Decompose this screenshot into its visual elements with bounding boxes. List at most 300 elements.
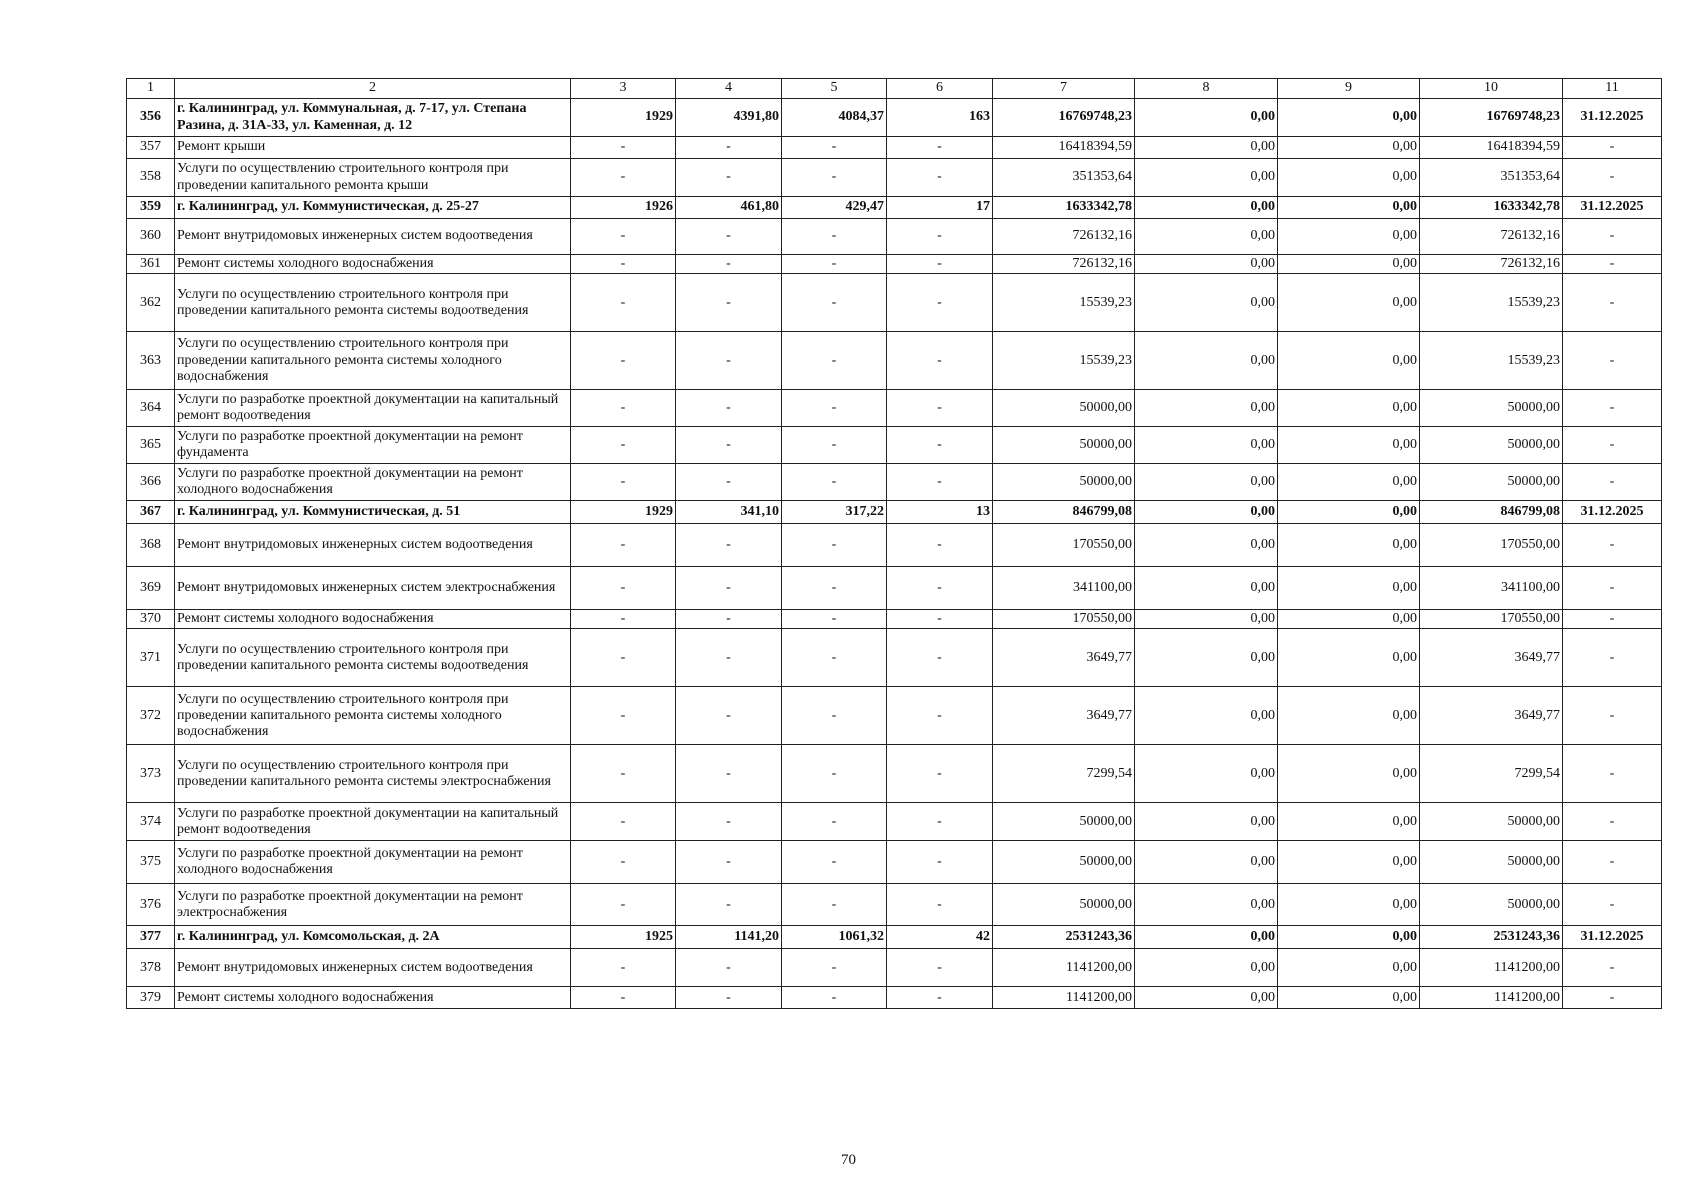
work-description-cell: г. Калининград, ул. Коммунальная, д. 7-17, ул. Степана Разина, д. 31А-33, ул. Каменная, д. 12 <box>175 99 571 137</box>
total-cost-cell: 7299,54 <box>993 745 1135 803</box>
other-cost-cell: 0,00 <box>1278 610 1420 629</box>
row-number-cell: 372 <box>127 687 175 745</box>
fund-cost-cell: 0,00 <box>1135 197 1278 219</box>
fund-cost-cell: 0,00 <box>1135 926 1278 949</box>
column-header: 6 <box>887 79 993 99</box>
total-cost-cell: 15539,23 <box>993 274 1135 332</box>
build-year-cell: - <box>571 745 676 803</box>
owners-cost-cell: 50000,00 <box>1420 884 1563 926</box>
row-number-cell: 373 <box>127 745 175 803</box>
total-cost-cell: 3649,77 <box>993 629 1135 687</box>
deadline-cell: - <box>1563 745 1662 803</box>
work-description-cell: Услуги по разработке проектной документации на ремонт электроснабжения <box>175 884 571 926</box>
column-header: 5 <box>782 79 887 99</box>
work-description-cell: г. Калининград, ул. Коммунистическая, д. 25-27 <box>175 197 571 219</box>
fund-cost-cell: 0,00 <box>1135 629 1278 687</box>
row-number-cell: 356 <box>127 99 175 137</box>
work-description-cell: Ремонт системы холодного водоснабжения <box>175 255 571 274</box>
work-description-cell: Ремонт крыши <box>175 137 571 159</box>
residents-count-cell: - <box>887 987 993 1009</box>
residential-area-cell: - <box>782 137 887 159</box>
table-row <box>127 687 1662 745</box>
residents-count-cell: - <box>887 159 993 197</box>
owners-cost-cell: 3649,77 <box>1420 687 1563 745</box>
fund-cost-cell: 0,00 <box>1135 99 1278 137</box>
total-cost-cell: 170550,00 <box>993 610 1135 629</box>
fund-cost-cell: 0,00 <box>1135 255 1278 274</box>
other-cost-cell: 0,00 <box>1278 841 1420 884</box>
residents-count-cell: - <box>887 464 993 501</box>
build-year-cell: - <box>571 949 676 987</box>
other-cost-cell: 0,00 <box>1278 390 1420 427</box>
owners-cost-cell: 341100,00 <box>1420 567 1563 610</box>
other-cost-cell: 0,00 <box>1278 197 1420 219</box>
total-cost-cell: 16418394,59 <box>993 137 1135 159</box>
fund-cost-cell: 0,00 <box>1135 610 1278 629</box>
build-year-cell: - <box>571 687 676 745</box>
total-area-cell: - <box>676 687 782 745</box>
total-cost-cell: 50000,00 <box>993 884 1135 926</box>
deadline-cell: 31.12.2025 <box>1563 501 1662 524</box>
fund-cost-cell: 0,00 <box>1135 949 1278 987</box>
build-year-cell: - <box>571 567 676 610</box>
build-year-cell: - <box>571 629 676 687</box>
total-cost-cell: 50000,00 <box>993 464 1135 501</box>
fund-cost-cell: 0,00 <box>1135 390 1278 427</box>
table-row <box>127 255 1662 274</box>
residential-area-cell: - <box>782 610 887 629</box>
deadline-cell: - <box>1563 332 1662 390</box>
build-year-cell: 1926 <box>571 197 676 219</box>
deadline-cell: - <box>1563 841 1662 884</box>
residents-count-cell: - <box>887 949 993 987</box>
owners-cost-cell: 50000,00 <box>1420 427 1563 464</box>
deadline-cell: - <box>1563 567 1662 610</box>
total-cost-cell: 1633342,78 <box>993 197 1135 219</box>
residents-count-cell: - <box>887 884 993 926</box>
residents-count-cell: - <box>887 567 993 610</box>
fund-cost-cell: 0,00 <box>1135 524 1278 567</box>
row-number-cell: 360 <box>127 219 175 255</box>
row-number-cell: 374 <box>127 803 175 841</box>
total-cost-cell: 351353,64 <box>993 159 1135 197</box>
column-header: 8 <box>1135 79 1278 99</box>
owners-cost-cell: 50000,00 <box>1420 464 1563 501</box>
table-row <box>127 567 1662 610</box>
table-row <box>127 137 1662 159</box>
owners-cost-cell: 726132,16 <box>1420 219 1563 255</box>
total-area-cell: - <box>676 137 782 159</box>
work-description-cell: Услуги по осуществлению строительного контроля при проведении капитального ремонта системы холодного водоснабжения <box>175 332 571 390</box>
build-year-cell: - <box>571 524 676 567</box>
other-cost-cell: 0,00 <box>1278 427 1420 464</box>
deadline-cell: 31.12.2025 <box>1563 99 1662 137</box>
residential-area-cell: - <box>782 274 887 332</box>
table-row <box>127 884 1662 926</box>
total-cost-cell: 50000,00 <box>993 390 1135 427</box>
table-row <box>127 99 1662 137</box>
build-year-cell: - <box>571 610 676 629</box>
total-area-cell: - <box>676 255 782 274</box>
table-row <box>127 803 1662 841</box>
table-row <box>127 274 1662 332</box>
total-area-cell: - <box>676 745 782 803</box>
build-year-cell: - <box>571 884 676 926</box>
fund-cost-cell: 0,00 <box>1135 427 1278 464</box>
fund-cost-cell: 0,00 <box>1135 884 1278 926</box>
row-number-cell: 376 <box>127 884 175 926</box>
residential-area-cell: - <box>782 745 887 803</box>
fund-cost-cell: 0,00 <box>1135 137 1278 159</box>
residents-count-cell: - <box>887 803 993 841</box>
build-year-cell: - <box>571 841 676 884</box>
other-cost-cell: 0,00 <box>1278 567 1420 610</box>
build-year-cell: - <box>571 803 676 841</box>
residential-area-cell: - <box>782 629 887 687</box>
total-area-cell: - <box>676 219 782 255</box>
other-cost-cell: 0,00 <box>1278 332 1420 390</box>
deadline-cell: 31.12.2025 <box>1563 197 1662 219</box>
total-cost-cell: 170550,00 <box>993 524 1135 567</box>
fund-cost-cell: 0,00 <box>1135 159 1278 197</box>
fund-cost-cell: 0,00 <box>1135 332 1278 390</box>
table-row <box>127 610 1662 629</box>
fund-cost-cell: 0,00 <box>1135 987 1278 1009</box>
fund-cost-cell: 0,00 <box>1135 464 1278 501</box>
page-number: 70 <box>841 1152 856 1168</box>
row-number-cell: 358 <box>127 159 175 197</box>
build-year-cell: 1929 <box>571 99 676 137</box>
owners-cost-cell: 726132,16 <box>1420 255 1563 274</box>
owners-cost-cell: 15539,23 <box>1420 274 1563 332</box>
other-cost-cell: 0,00 <box>1278 159 1420 197</box>
work-description-cell: Услуги по разработке проектной документации на капитальный ремонт водоотведения <box>175 390 571 427</box>
work-description-cell: Услуги по осуществлению строительного контроля при проведении капитального ремонта крыши <box>175 159 571 197</box>
other-cost-cell: 0,00 <box>1278 629 1420 687</box>
row-number-cell: 363 <box>127 332 175 390</box>
residents-count-cell: - <box>887 390 993 427</box>
total-area-cell: - <box>676 629 782 687</box>
total-cost-cell: 341100,00 <box>993 567 1135 610</box>
total-area-cell: 341,10 <box>676 501 782 524</box>
residents-count-cell: - <box>887 629 993 687</box>
row-number-cell: 371 <box>127 629 175 687</box>
column-header: 2 <box>175 79 571 99</box>
fund-cost-cell: 0,00 <box>1135 219 1278 255</box>
work-description-cell: Ремонт системы холодного водоснабжения <box>175 610 571 629</box>
residents-count-cell: - <box>887 427 993 464</box>
other-cost-cell: 0,00 <box>1278 926 1420 949</box>
owners-cost-cell: 1141200,00 <box>1420 987 1563 1009</box>
column-header: 3 <box>571 79 676 99</box>
other-cost-cell: 0,00 <box>1278 255 1420 274</box>
residential-area-cell: 4084,37 <box>782 99 887 137</box>
owners-cost-cell: 170550,00 <box>1420 524 1563 567</box>
residential-area-cell: - <box>782 464 887 501</box>
deadline-cell: - <box>1563 427 1662 464</box>
total-area-cell: - <box>676 524 782 567</box>
row-number-cell: 364 <box>127 390 175 427</box>
owners-cost-cell: 1633342,78 <box>1420 197 1563 219</box>
total-area-cell: 4391,80 <box>676 99 782 137</box>
residents-count-cell: - <box>887 137 993 159</box>
total-area-cell: - <box>676 427 782 464</box>
build-year-cell: 1925 <box>571 926 676 949</box>
column-header: 9 <box>1278 79 1420 99</box>
table-row <box>127 464 1662 501</box>
deadline-cell: - <box>1563 390 1662 427</box>
residents-count-cell: 13 <box>887 501 993 524</box>
deadline-cell: - <box>1563 524 1662 567</box>
other-cost-cell: 0,00 <box>1278 501 1420 524</box>
total-cost-cell: 1141200,00 <box>993 987 1135 1009</box>
row-number-cell: 362 <box>127 274 175 332</box>
deadline-cell: - <box>1563 610 1662 629</box>
residents-count-cell: - <box>887 274 993 332</box>
fund-cost-cell: 0,00 <box>1135 567 1278 610</box>
other-cost-cell: 0,00 <box>1278 464 1420 501</box>
total-area-cell: - <box>676 332 782 390</box>
capital-repair-table <box>126 78 1662 1009</box>
row-number-cell: 361 <box>127 255 175 274</box>
owners-cost-cell: 50000,00 <box>1420 803 1563 841</box>
build-year-cell: - <box>571 219 676 255</box>
row-number-cell: 379 <box>127 987 175 1009</box>
other-cost-cell: 0,00 <box>1278 745 1420 803</box>
residents-count-cell: - <box>887 841 993 884</box>
work-description-cell: Услуги по осуществлению строительного контроля при проведении капитального ремонта системы холодного водоснабжения <box>175 687 571 745</box>
other-cost-cell: 0,00 <box>1278 687 1420 745</box>
work-description-cell: Услуги по осуществлению строительного контроля при проведении капитального ремонта системы электроснабжения <box>175 745 571 803</box>
table-row <box>127 332 1662 390</box>
residential-area-cell: 317,22 <box>782 501 887 524</box>
row-number-cell: 369 <box>127 567 175 610</box>
deadline-cell: - <box>1563 464 1662 501</box>
residential-area-cell: 1061,32 <box>782 926 887 949</box>
deadline-cell: 31.12.2025 <box>1563 926 1662 949</box>
table-row <box>127 390 1662 427</box>
column-header: 11 <box>1563 79 1662 99</box>
other-cost-cell: 0,00 <box>1278 219 1420 255</box>
total-cost-cell: 50000,00 <box>993 841 1135 884</box>
total-area-cell: - <box>676 949 782 987</box>
work-description-cell: Ремонт внутридомовых инженерных систем водоотведения <box>175 524 571 567</box>
work-description-cell: Услуги по разработке проектной документации на ремонт холодного водоснабжения <box>175 464 571 501</box>
table-row <box>127 987 1662 1009</box>
build-year-cell: - <box>571 274 676 332</box>
build-year-cell: - <box>571 987 676 1009</box>
deadline-cell: - <box>1563 274 1662 332</box>
column-number-header-row <box>127 79 1662 99</box>
deadline-cell: - <box>1563 255 1662 274</box>
total-area-cell: - <box>676 390 782 427</box>
row-number-cell: 378 <box>127 949 175 987</box>
residential-area-cell: - <box>782 255 887 274</box>
fund-cost-cell: 0,00 <box>1135 803 1278 841</box>
row-number-cell: 366 <box>127 464 175 501</box>
deadline-cell: - <box>1563 629 1662 687</box>
total-area-cell: - <box>676 610 782 629</box>
table-row <box>127 745 1662 803</box>
other-cost-cell: 0,00 <box>1278 99 1420 137</box>
owners-cost-cell: 50000,00 <box>1420 841 1563 884</box>
residential-area-cell: - <box>782 159 887 197</box>
row-number-cell: 370 <box>127 610 175 629</box>
total-area-cell: - <box>676 567 782 610</box>
residents-count-cell: - <box>887 687 993 745</box>
residents-count-cell: - <box>887 255 993 274</box>
deadline-cell: - <box>1563 884 1662 926</box>
row-number-cell: 359 <box>127 197 175 219</box>
total-area-cell: - <box>676 803 782 841</box>
total-area-cell: - <box>676 274 782 332</box>
other-cost-cell: 0,00 <box>1278 884 1420 926</box>
residents-count-cell: 163 <box>887 99 993 137</box>
total-cost-cell: 846799,08 <box>993 501 1135 524</box>
row-number-cell: 368 <box>127 524 175 567</box>
deadline-cell: - <box>1563 159 1662 197</box>
total-cost-cell: 15539,23 <box>993 332 1135 390</box>
residential-area-cell: - <box>782 427 887 464</box>
deadline-cell: - <box>1563 987 1662 1009</box>
total-cost-cell: 50000,00 <box>993 427 1135 464</box>
other-cost-cell: 0,00 <box>1278 137 1420 159</box>
table-body <box>127 79 1662 1009</box>
total-area-cell: 461,80 <box>676 197 782 219</box>
total-cost-cell: 1141200,00 <box>993 949 1135 987</box>
total-cost-cell: 3649,77 <box>993 687 1135 745</box>
build-year-cell: - <box>571 427 676 464</box>
build-year-cell: - <box>571 255 676 274</box>
residential-area-cell: - <box>782 841 887 884</box>
deadline-cell: - <box>1563 137 1662 159</box>
total-cost-cell: 726132,16 <box>993 219 1135 255</box>
column-header: 7 <box>993 79 1135 99</box>
total-area-cell: 1141,20 <box>676 926 782 949</box>
table-row <box>127 926 1662 949</box>
owners-cost-cell: 7299,54 <box>1420 745 1563 803</box>
work-description-cell: Ремонт внутридомовых инженерных систем водоотведения <box>175 219 571 255</box>
table-row <box>127 949 1662 987</box>
total-area-cell: - <box>676 159 782 197</box>
table-row <box>127 629 1662 687</box>
residential-area-cell: - <box>782 390 887 427</box>
residents-count-cell: - <box>887 219 993 255</box>
table-row <box>127 159 1662 197</box>
residential-area-cell: - <box>782 219 887 255</box>
total-cost-cell: 726132,16 <box>993 255 1135 274</box>
total-area-cell: - <box>676 987 782 1009</box>
owners-cost-cell: 3649,77 <box>1420 629 1563 687</box>
column-header: 4 <box>676 79 782 99</box>
other-cost-cell: 0,00 <box>1278 803 1420 841</box>
residents-count-cell: - <box>887 745 993 803</box>
owners-cost-cell: 846799,08 <box>1420 501 1563 524</box>
owners-cost-cell: 2531243,36 <box>1420 926 1563 949</box>
row-number-cell: 365 <box>127 427 175 464</box>
table-row <box>127 427 1662 464</box>
fund-cost-cell: 0,00 <box>1135 274 1278 332</box>
work-description-cell: Услуги по разработке проектной документации на капитальный ремонт водоотведения <box>175 803 571 841</box>
build-year-cell: - <box>571 137 676 159</box>
residents-count-cell: - <box>887 332 993 390</box>
row-number-cell: 357 <box>127 137 175 159</box>
owners-cost-cell: 351353,64 <box>1420 159 1563 197</box>
other-cost-cell: 0,00 <box>1278 987 1420 1009</box>
work-description-cell: Услуги по осуществлению строительного контроля при проведении капитального ремонта системы водоотведения <box>175 274 571 332</box>
total-area-cell: - <box>676 464 782 501</box>
owners-cost-cell: 1141200,00 <box>1420 949 1563 987</box>
table-row <box>127 501 1662 524</box>
residential-area-cell: - <box>782 332 887 390</box>
residential-area-cell: - <box>782 884 887 926</box>
deadline-cell: - <box>1563 803 1662 841</box>
total-area-cell: - <box>676 884 782 926</box>
residents-count-cell: 17 <box>887 197 993 219</box>
row-number-cell: 377 <box>127 926 175 949</box>
residents-count-cell: 42 <box>887 926 993 949</box>
owners-cost-cell: 16418394,59 <box>1420 137 1563 159</box>
owners-cost-cell: 170550,00 <box>1420 610 1563 629</box>
work-description-cell: Ремонт внутридомовых инженерных систем электроснабжения <box>175 567 571 610</box>
table-row <box>127 197 1662 219</box>
work-description-cell: г. Калининград, ул. Комсомольская, д. 2А <box>175 926 571 949</box>
table-row <box>127 524 1662 567</box>
deadline-cell: - <box>1563 949 1662 987</box>
work-description-cell: Ремонт внутридомовых инженерных систем водоотведения <box>175 949 571 987</box>
build-year-cell: - <box>571 332 676 390</box>
residential-area-cell: - <box>782 949 887 987</box>
table-row <box>127 841 1662 884</box>
residential-area-cell: - <box>782 987 887 1009</box>
fund-cost-cell: 0,00 <box>1135 687 1278 745</box>
column-header: 1 <box>127 79 175 99</box>
total-cost-cell: 50000,00 <box>993 803 1135 841</box>
owners-cost-cell: 50000,00 <box>1420 390 1563 427</box>
table-row <box>127 219 1662 255</box>
residential-area-cell: - <box>782 524 887 567</box>
build-year-cell: 1929 <box>571 501 676 524</box>
build-year-cell: - <box>571 464 676 501</box>
row-number-cell: 375 <box>127 841 175 884</box>
residential-area-cell: - <box>782 567 887 610</box>
residents-count-cell: - <box>887 524 993 567</box>
column-header: 10 <box>1420 79 1563 99</box>
other-cost-cell: 0,00 <box>1278 524 1420 567</box>
work-description-cell: Услуги по разработке проектной документации на ремонт холодного водоснабжения <box>175 841 571 884</box>
residential-area-cell: 429,47 <box>782 197 887 219</box>
residential-area-cell: - <box>782 687 887 745</box>
total-cost-cell: 16769748,23 <box>993 99 1135 137</box>
fund-cost-cell: 0,00 <box>1135 501 1278 524</box>
deadline-cell: - <box>1563 687 1662 745</box>
residential-area-cell: - <box>782 803 887 841</box>
total-cost-cell: 2531243,36 <box>993 926 1135 949</box>
work-description-cell: г. Калининград, ул. Коммунистическая, д. 51 <box>175 501 571 524</box>
build-year-cell: - <box>571 159 676 197</box>
fund-cost-cell: 0,00 <box>1135 841 1278 884</box>
owners-cost-cell: 15539,23 <box>1420 332 1563 390</box>
owners-cost-cell: 16769748,23 <box>1420 99 1563 137</box>
build-year-cell: - <box>571 390 676 427</box>
residents-count-cell: - <box>887 610 993 629</box>
row-number-cell: 367 <box>127 501 175 524</box>
work-description-cell: Услуги по осуществлению строительного контроля при проведении капитального ремонта системы водоотведения <box>175 629 571 687</box>
fund-cost-cell: 0,00 <box>1135 745 1278 803</box>
total-area-cell: - <box>676 841 782 884</box>
work-description-cell: Услуги по разработке проектной документации на ремонт фундамента <box>175 427 571 464</box>
work-description-cell: Ремонт системы холодного водоснабжения <box>175 987 571 1009</box>
